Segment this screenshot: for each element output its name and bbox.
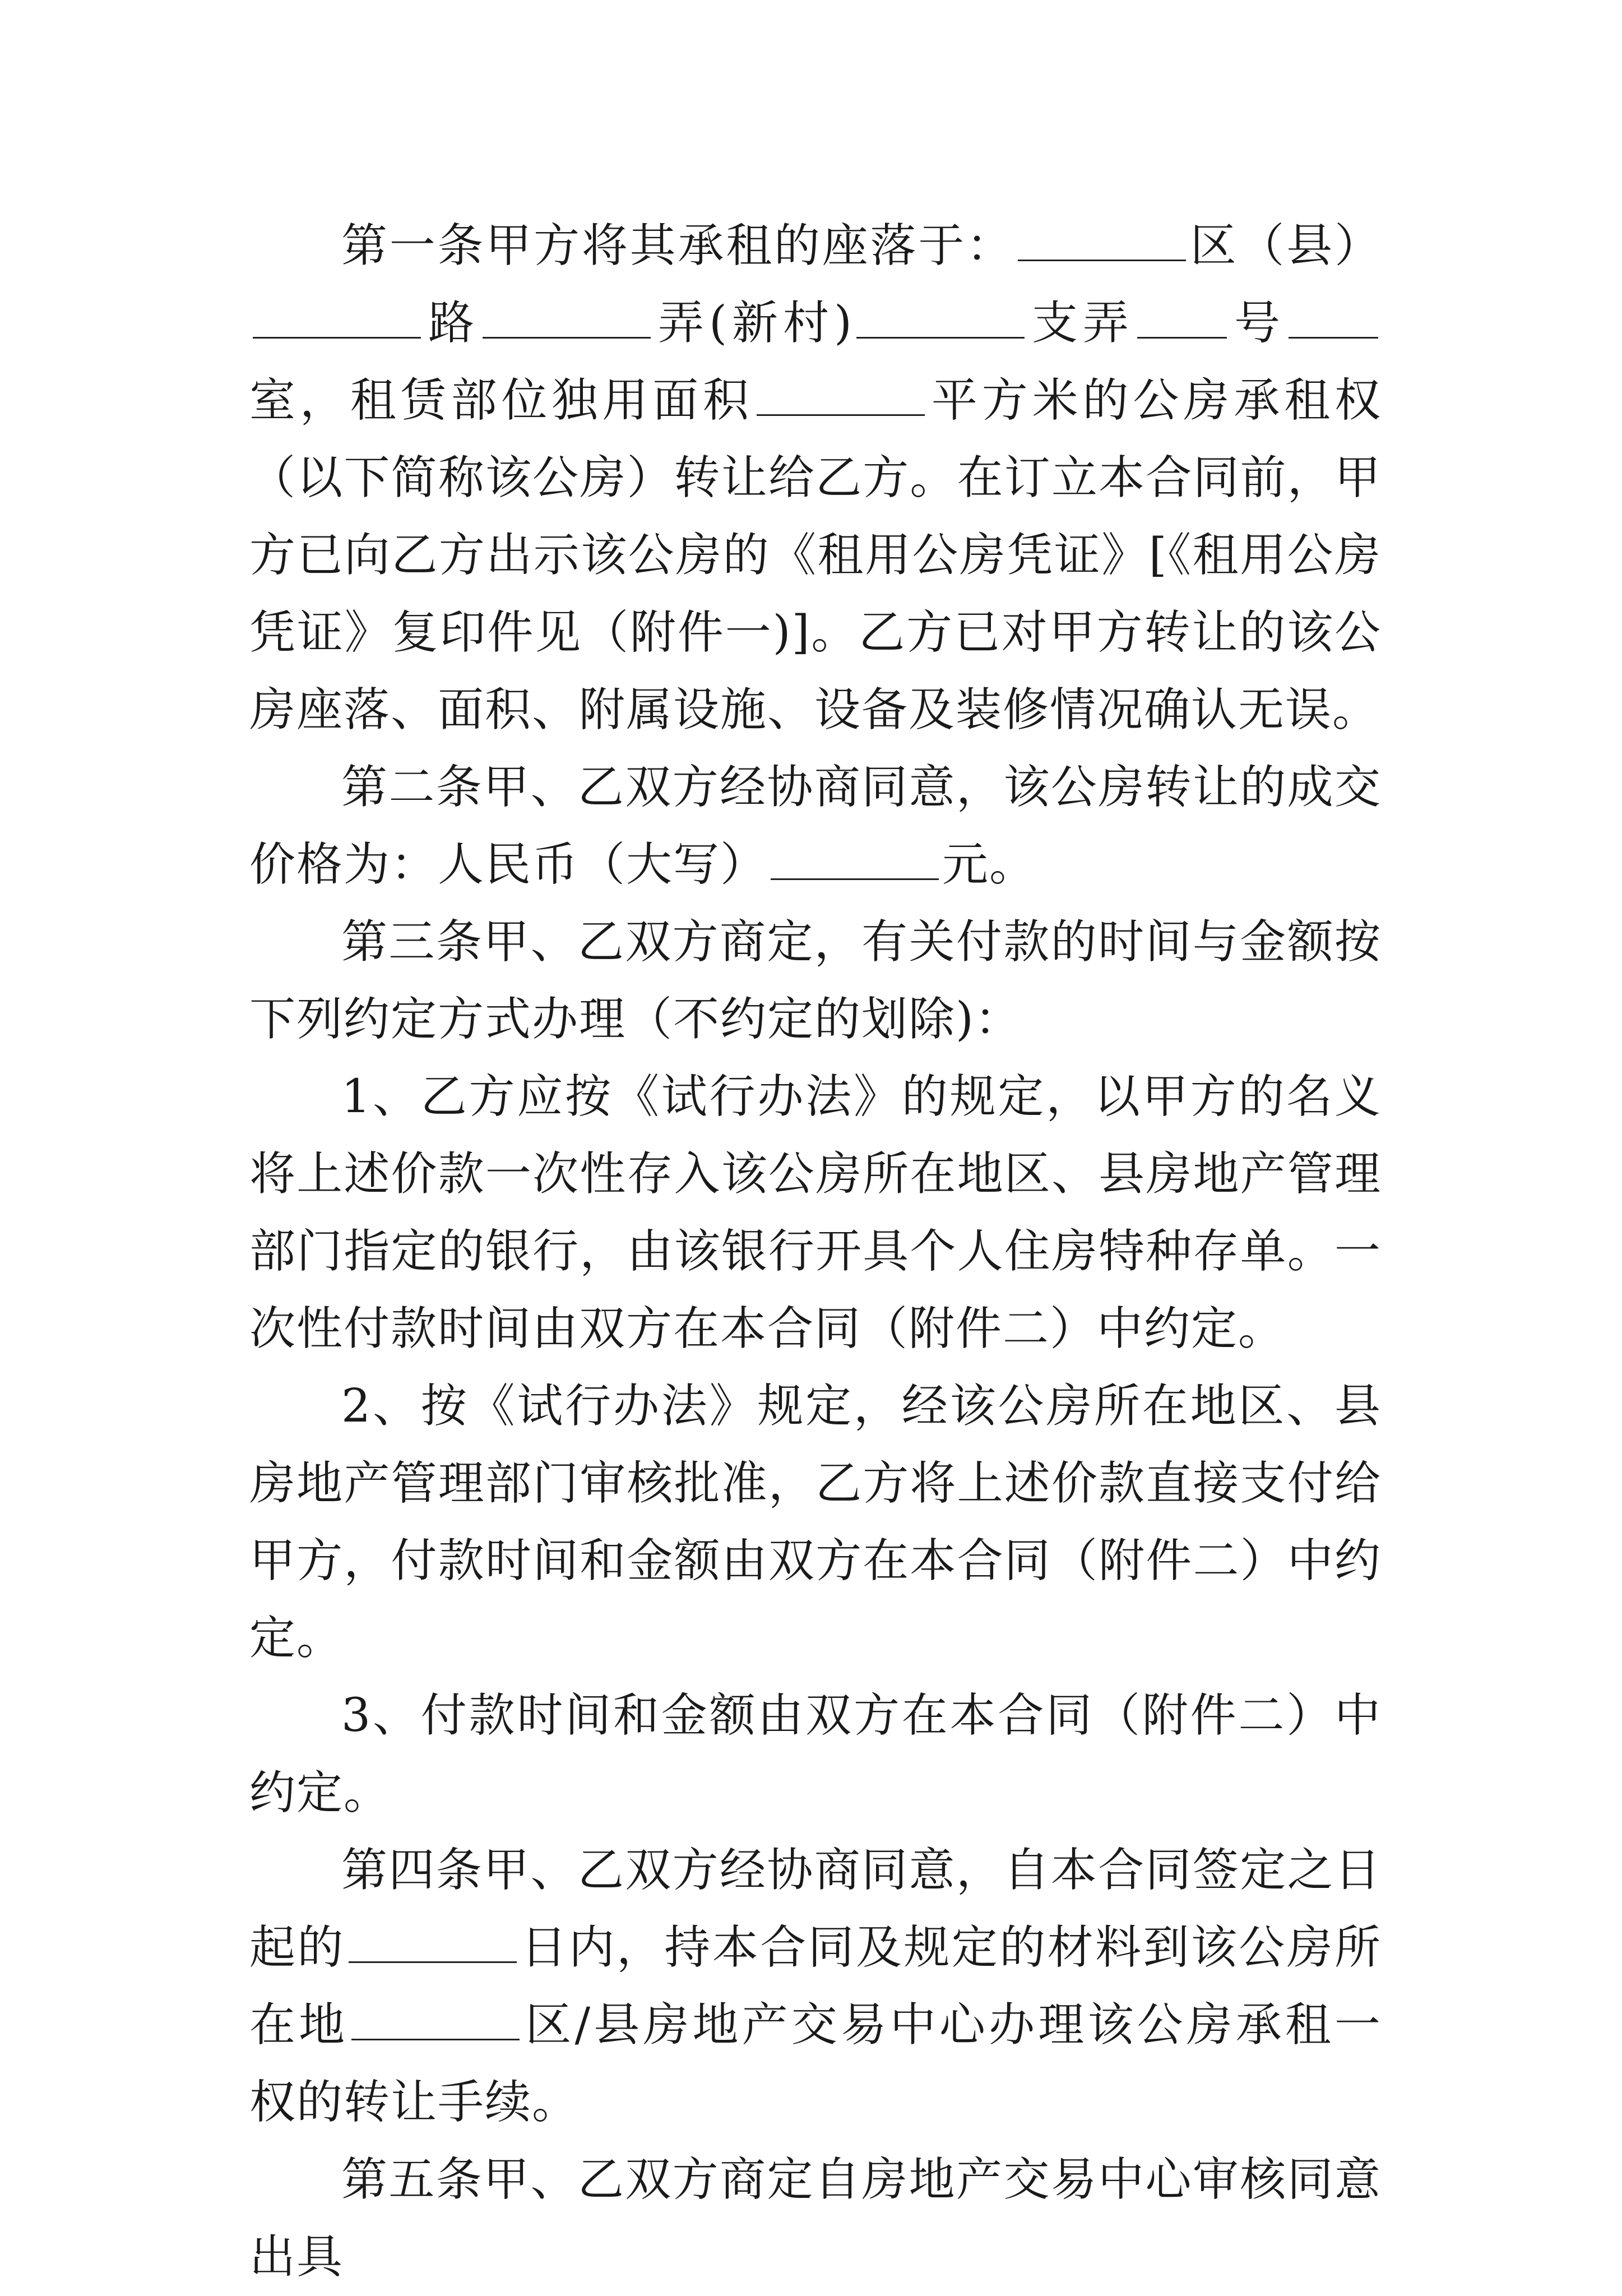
clause-4	[249, 1832, 1382, 2141]
clause-1-text-5: 支弄	[1027, 297, 1134, 350]
clause-3: 第三条甲、乙双方商定，有关付款的时间与金额按下列约定方式办理（不约定的划除)：	[249, 915, 1382, 1046]
clause-1-text-3: 路	[424, 297, 479, 350]
number-blank	[1137, 298, 1227, 339]
clause-1-text-1: 第一条甲方将其承租的座落于：	[341, 219, 1014, 272]
clause-1-text-8: 平方米的公房承租权（以下简称该公房）转让给乙方。在订立本合同前，甲方已向乙方出示该公房的《租用公房凭证》[《租用公房凭证》复印件见（附件一)]。乙方已对甲方转让的该公房座落、面积、附属设施、设备及装修情况确认无误。	[249, 374, 1382, 737]
clause-3-item-1: 1、乙方应按《试行办法》的规定，以甲方的名义将上述价款一次性存入该公房所在地区、县房地产管理部门指定的银行，由该银行开具个人住房特种存单。一次性付款时间由双方在本合同（附件二）中约定。	[249, 1070, 1382, 1355]
days-blank	[349, 1922, 517, 1963]
clause-1-text-4: 弄(新村)	[654, 297, 853, 350]
price-blank	[771, 839, 939, 880]
clause-2-text-2: 元。	[942, 838, 1037, 891]
lane-blank	[483, 298, 651, 339]
clause-3-item-3: 3、付款时间和金额由双方在本合同（附件二）中约定。	[249, 1689, 1382, 1820]
clause-1	[249, 207, 1382, 749]
contract-body	[249, 207, 1382, 2296]
area-blank	[757, 375, 925, 416]
room-blank	[1289, 298, 1378, 339]
district-blank	[1018, 220, 1186, 261]
clause-4-text-3: 区/县房地产交易中心办理该公房承租一权的转让手续。	[249, 1998, 1382, 2129]
clause-1-text-7: 室，租赁部位独用面积	[249, 374, 753, 427]
clause-1-text-6: 号	[1230, 297, 1285, 350]
district-county-blank	[351, 1999, 520, 2040]
sub-lane-blank	[856, 298, 1025, 339]
clause-4-text-2: 日内，持本合同及规定的材料到该公房所在地	[249, 1921, 1382, 2052]
clause-3-item-2: 2、按《试行办法》规定，经该公房所在地区、县房地产管理部门审核批准，乙方将上述价款直接支付给甲方，付款时间和金额由双方在本合同（附件二）中约定。	[249, 1380, 1382, 1665]
clause-1-text-2: 区（县）	[1189, 219, 1382, 272]
clause-5: 第五条甲、乙双方商定自房地产交易中心审核同意出具	[249, 2153, 1382, 2284]
clause-2-text-1: 第二条甲、乙双方经协商同意，该公房转让的成交价格为：人民币（大写）	[249, 761, 1382, 891]
clause-2	[249, 749, 1382, 904]
clause-4-text-1: 第四条甲、乙双方经协商同意，自本合同签定之日起的	[249, 1844, 1382, 1974]
road-blank	[253, 298, 421, 339]
